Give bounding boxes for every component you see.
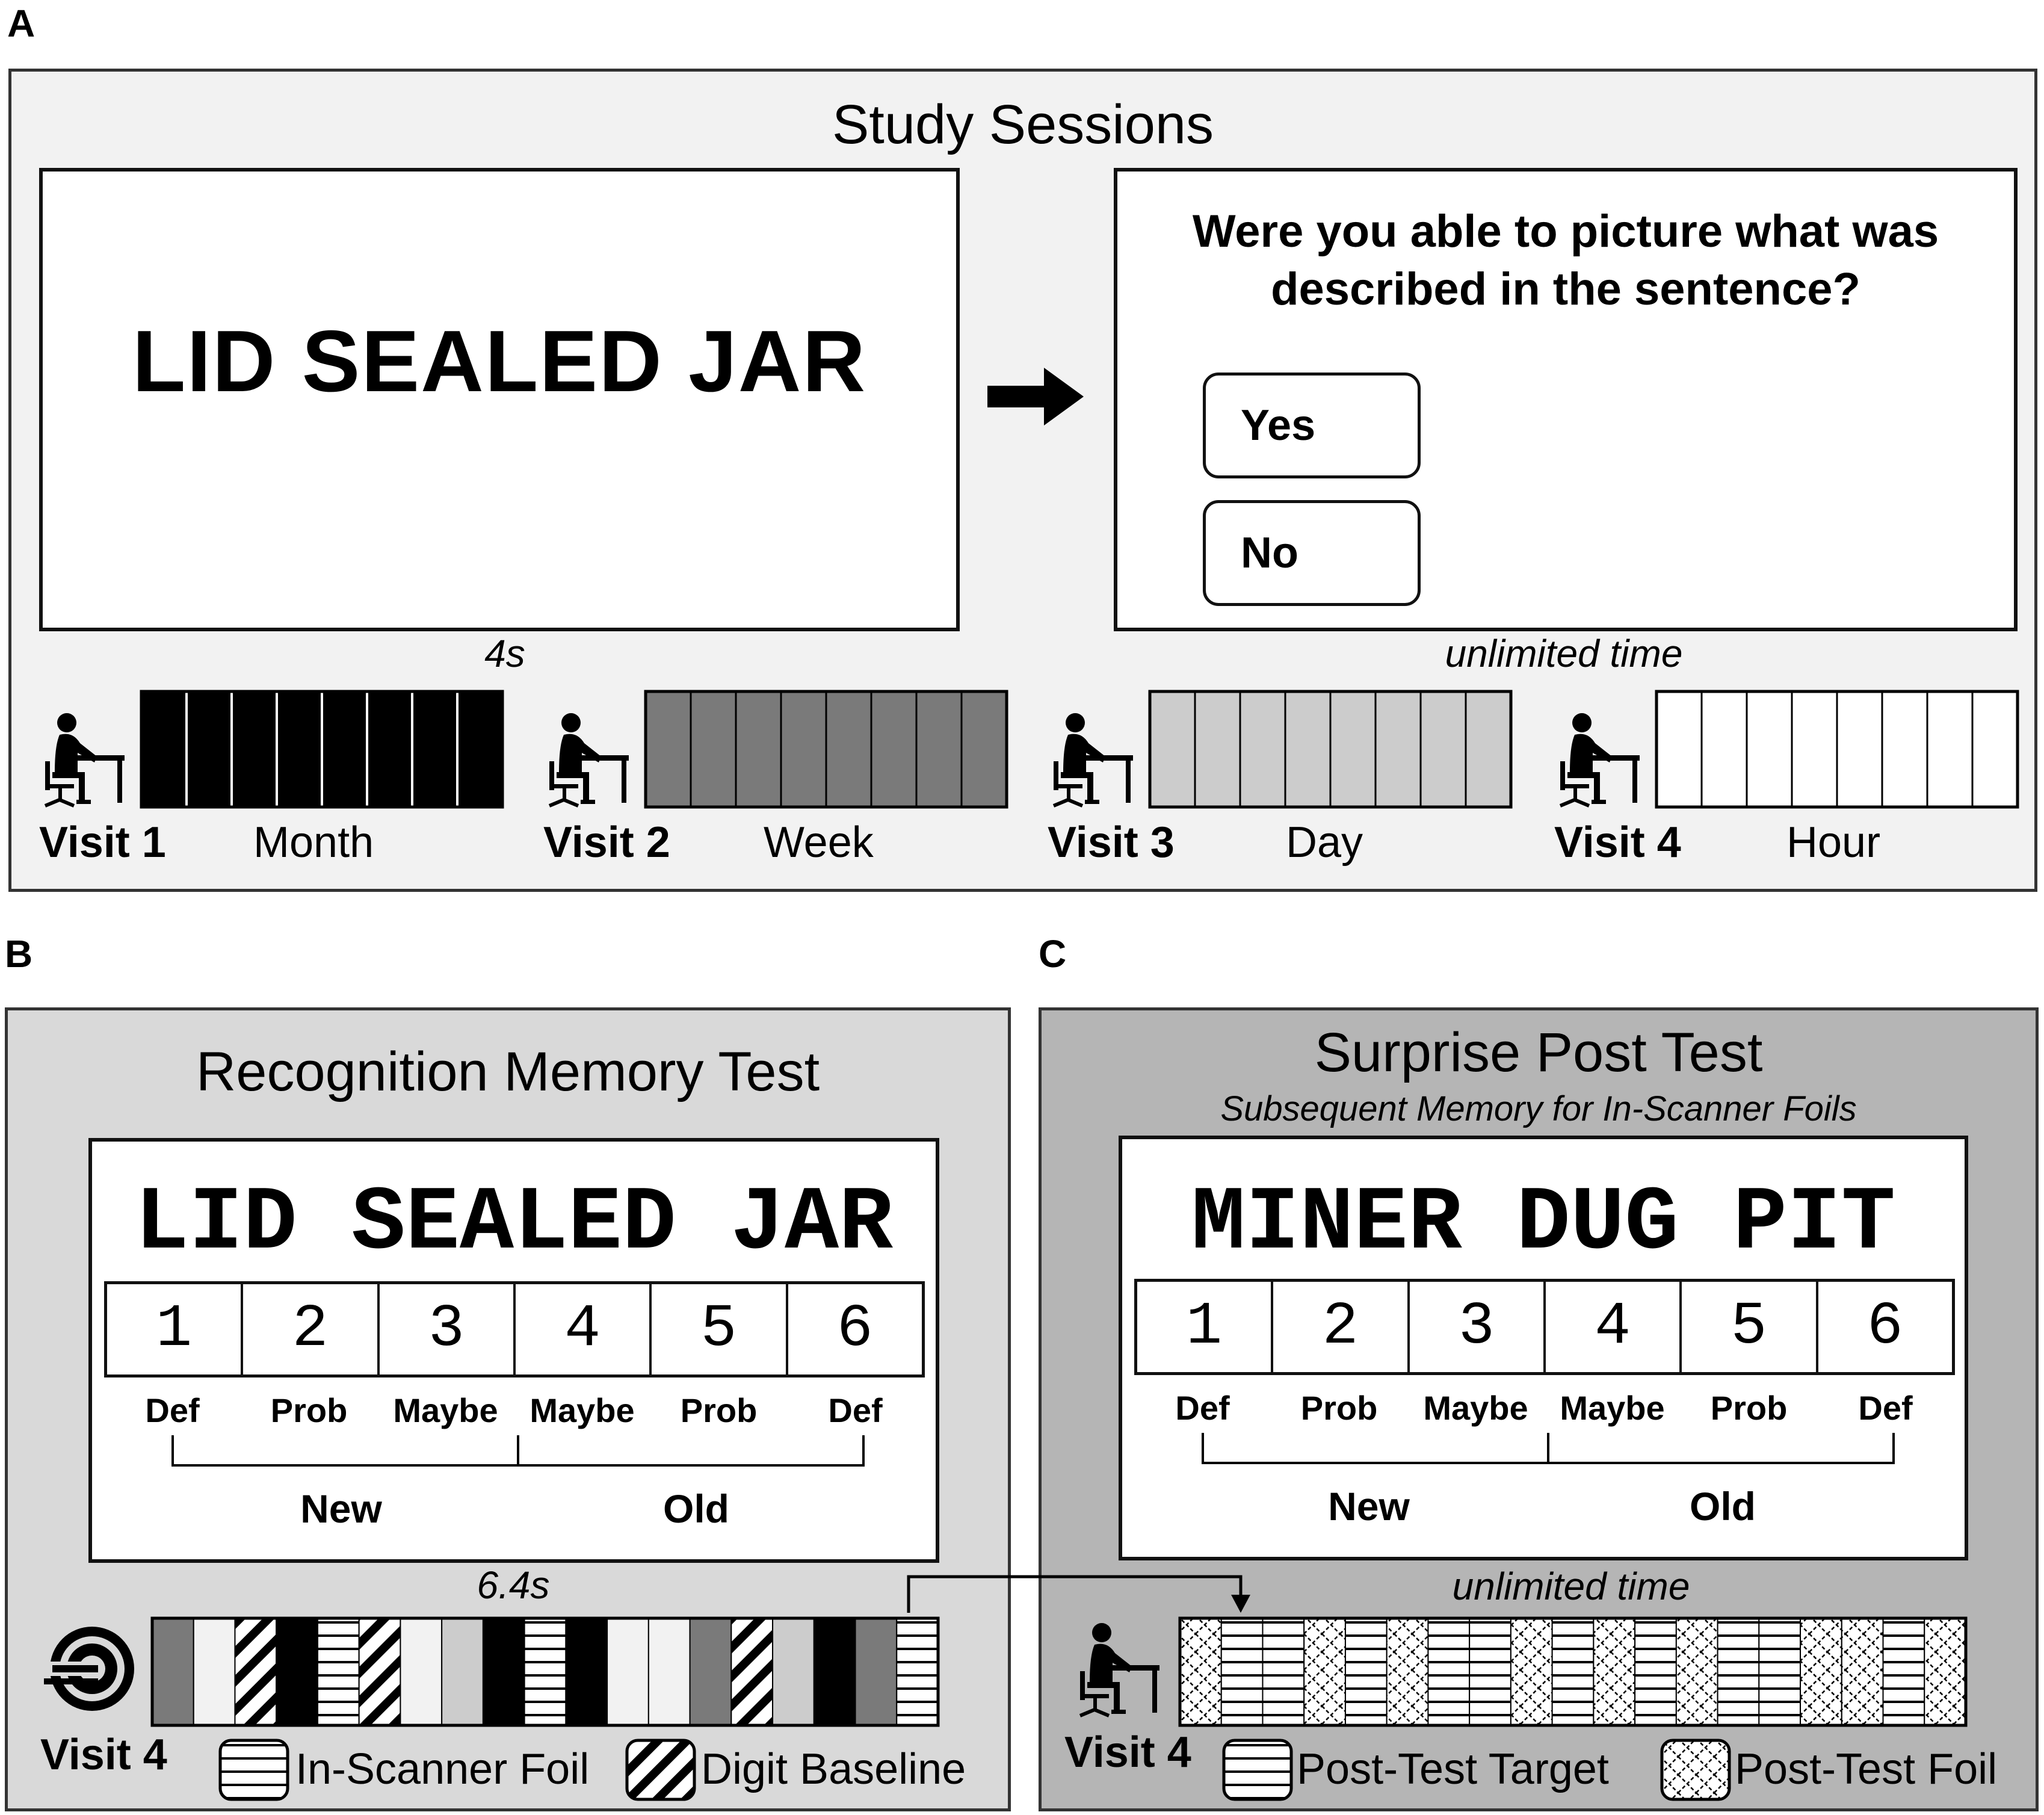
rating-2-label: Prob — [270, 1391, 348, 1429]
in-scanner-foil-legend: In-Scanner Foil — [295, 1745, 590, 1793]
trial-block-hlines — [1262, 1618, 1304, 1725]
trial-block-hlines — [1759, 1618, 1800, 1725]
trial-block-cross — [1924, 1618, 1966, 1725]
study-trial-block — [141, 691, 187, 807]
study-trial-block — [187, 691, 232, 807]
panel-a-letter: A — [7, 2, 36, 45]
trial-block-black — [276, 1618, 318, 1725]
visit-2-label: Visit 2 — [543, 818, 670, 867]
study-trial-block — [457, 691, 502, 807]
rating-3-button[interactable]: 3 — [1410, 1282, 1546, 1372]
new-old-bracket — [1122, 1428, 1965, 1470]
study-trial-block — [412, 691, 457, 807]
study-trial-block — [1792, 691, 1837, 807]
study-trial-block — [1376, 691, 1421, 807]
visit-2-group — [541, 685, 1016, 866]
study-trial-block — [962, 691, 1007, 807]
study-trial-block — [1150, 691, 1195, 807]
study-trial-block — [1972, 691, 2018, 807]
rating-2-label: Prob — [1300, 1389, 1378, 1427]
study-trial-block — [826, 691, 871, 807]
study-trial-block — [781, 691, 826, 807]
trial-block-hlines — [1469, 1618, 1511, 1725]
study-trial-block — [1285, 691, 1330, 807]
trial-block-cross — [1511, 1618, 1552, 1725]
rating-6-label: Def — [1858, 1389, 1913, 1427]
study-trial-block — [916, 691, 962, 807]
yes-button[interactable]: Yes — [1203, 373, 1421, 478]
post-test-foil-swatch — [1660, 1739, 1731, 1801]
recognition-trial-sequence — [150, 1616, 942, 1728]
recognition-time: 6.4s — [477, 1563, 550, 1607]
trial-block-light — [607, 1618, 649, 1725]
trial-block-black — [483, 1618, 525, 1725]
post-test-foil-legend: Post-Test Foil — [1735, 1745, 1998, 1793]
new-old-bracket — [92, 1430, 936, 1473]
visit-2-study-blocks — [643, 689, 1010, 809]
panel-a-title: Study Sessions — [832, 94, 1214, 155]
person-at-desk-icon — [37, 710, 127, 812]
trial-block-lightgray — [442, 1618, 483, 1725]
visit-4-group — [1552, 685, 2027, 866]
trial-block-diag — [359, 1618, 401, 1725]
trial-block-diag — [235, 1618, 276, 1725]
post-test-trial-sequence — [1178, 1616, 1969, 1728]
visit-4-label: Visit 4 — [1554, 818, 1681, 867]
rating-5-button[interactable]: 5 — [1682, 1282, 1818, 1372]
visit-3-group — [1045, 685, 1521, 866]
sentence-time: 4s — [484, 632, 525, 675]
study-trial-block — [871, 691, 916, 807]
study-trial-block — [1927, 691, 1972, 807]
study-trial-block — [1837, 691, 1882, 807]
person-at-desk-icon — [541, 710, 631, 812]
recognition-screen — [88, 1138, 939, 1563]
no-button[interactable]: No — [1203, 500, 1421, 606]
person-at-desk-icon — [1552, 710, 1642, 812]
rating-2-button[interactable]: 2 — [1273, 1282, 1409, 1372]
trial-block-mid — [690, 1618, 732, 1725]
recognition-rating-scale — [104, 1281, 925, 1377]
person-at-desk-icon — [1072, 1619, 1162, 1722]
study-trial-block — [691, 691, 736, 807]
study-trial-block — [277, 691, 322, 807]
trial-block-cross — [1593, 1618, 1635, 1725]
rating-6-button[interactable]: 6 — [1866, 1293, 1903, 1361]
panel-b-letter: B — [5, 932, 33, 976]
rating-4-label: Maybe — [530, 1391, 635, 1429]
trial-block-diag — [731, 1618, 773, 1725]
post-test-target-legend: Post-Test Target — [1297, 1745, 1609, 1793]
post-test-rating-scale — [1134, 1279, 1955, 1375]
rating-6-label: Def — [828, 1391, 883, 1429]
rating-4-button[interactable]: 4 — [516, 1284, 652, 1374]
visit-1-group — [37, 685, 512, 866]
rating-4-button[interactable]: 4 — [1546, 1282, 1682, 1372]
imagery-question: Were you able to picture what was described in the sentence? — [1192, 206, 1939, 315]
rating-5-button[interactable]: 5 — [652, 1284, 788, 1374]
rating-1-label: Def — [145, 1391, 200, 1429]
study-trial-block — [1882, 691, 1927, 807]
digit-baseline-swatch — [625, 1739, 696, 1801]
question-time: unlimited time — [1445, 632, 1683, 675]
panel-c-title: Surprise Post Test — [1314, 1022, 1763, 1083]
trial-block-hlines — [897, 1618, 938, 1725]
visit-1-label: Visit 1 — [39, 818, 166, 867]
rating-4-label: Maybe — [1560, 1389, 1665, 1427]
trial-block-hlines — [1552, 1618, 1594, 1725]
rating-3-label: Maybe — [393, 1391, 498, 1429]
panel-c-visit-label: Visit 4 — [1064, 1728, 1191, 1776]
study-trial-block — [1240, 691, 1285, 807]
trial-block-hlines — [318, 1618, 359, 1725]
panel-c-subtitle: Subsequent Memory for In-Scanner Foils — [1220, 1089, 1857, 1128]
rating-1-label: Def — [1175, 1389, 1230, 1427]
post-test-time: unlimited time — [1452, 1565, 1690, 1608]
trial-block-hlines — [1883, 1618, 1925, 1725]
rating-3-button[interactable]: 3 — [380, 1284, 516, 1374]
visit-2-interval: Week — [764, 818, 874, 867]
new-group-label: New — [1328, 1484, 1410, 1529]
mri-scanner-icon — [44, 1621, 140, 1717]
rating-2-button[interactable]: 2 — [243, 1284, 379, 1374]
study-trial-block — [322, 691, 367, 807]
new-group-label: New — [300, 1486, 382, 1531]
trial-block-cross — [1800, 1618, 1842, 1725]
panel-b — [5, 1007, 1011, 1811]
study-trial-block — [736, 691, 781, 807]
study-trial-block — [232, 691, 277, 807]
study-trial-block — [1330, 691, 1376, 807]
trial-block-lightgray — [773, 1618, 814, 1725]
trial-block-black — [566, 1618, 607, 1725]
trial-block-mid — [152, 1618, 194, 1725]
trial-block-hlines — [1221, 1618, 1263, 1725]
study-trial-block — [1702, 691, 1747, 807]
trial-block-cross — [1180, 1618, 1221, 1725]
trial-block-light — [400, 1618, 442, 1725]
trial-block-cross — [1304, 1618, 1345, 1725]
rating-6-button[interactable]: 6 — [836, 1295, 873, 1364]
trial-block-cross — [1676, 1618, 1718, 1725]
sentence-screen — [39, 168, 960, 631]
study-trial-block — [646, 691, 691, 807]
study-trial-block — [1747, 691, 1792, 807]
rating-5-label: Prob — [1710, 1389, 1788, 1427]
visit-4-interval: Hour — [1786, 818, 1881, 867]
trial-block-light — [649, 1618, 690, 1725]
rating-5-label: Prob — [680, 1391, 758, 1429]
visit-3-interval: Day — [1286, 818, 1363, 867]
trial-block-black — [814, 1618, 856, 1725]
study-trial-block — [1421, 691, 1466, 807]
old-group-label: Old — [663, 1486, 729, 1531]
in-scanner-foil-swatch — [218, 1739, 289, 1801]
recognition-sentence: LID SEALED JAR — [134, 1173, 894, 1275]
trial-block-hlines — [1345, 1618, 1387, 1725]
trial-block-hlines — [1428, 1618, 1469, 1725]
post-test-target-swatch — [1222, 1739, 1293, 1801]
visit-4-study-blocks — [1654, 689, 2021, 809]
panel-c — [1039, 1007, 2039, 1811]
study-trial-block — [1466, 691, 1511, 807]
post-test-sentence: MINER DUG PIT — [1191, 1173, 1896, 1275]
trial-block-hlines — [1718, 1618, 1759, 1725]
visit-3-label: Visit 3 — [1048, 818, 1175, 867]
panel-b-visit-label: Visit 4 — [40, 1731, 167, 1779]
trial-block-cross — [1387, 1618, 1428, 1725]
trial-block-hlines — [1635, 1618, 1676, 1725]
study-trial-block — [1195, 691, 1240, 807]
post-test-screen — [1119, 1136, 1968, 1560]
trial-block-cross — [1842, 1618, 1883, 1725]
panel-c-letter: C — [1039, 932, 1067, 976]
panel-b-title: Recognition Memory Test — [196, 1041, 820, 1102]
rating-1-button[interactable]: 1 — [107, 1284, 243, 1374]
digit-baseline-legend: Digit Baseline — [701, 1745, 966, 1793]
person-at-desk-icon — [1045, 710, 1135, 812]
rating-3-label: Maybe — [1423, 1389, 1528, 1427]
visit-1-study-blocks — [139, 689, 506, 809]
right-arrow-icon — [987, 366, 1086, 427]
rating-1-button[interactable]: 1 — [1137, 1282, 1273, 1372]
study-trial-block — [1657, 691, 1702, 807]
trial-block-light — [194, 1618, 235, 1725]
trial-block-hlines — [525, 1618, 566, 1725]
visit-3-study-blocks — [1147, 689, 1514, 809]
study-trial-block — [367, 691, 412, 807]
question-screen — [1114, 168, 2018, 631]
trial-block-mid — [856, 1618, 897, 1725]
study-sentence: LID SEALED JAR — [132, 312, 867, 410]
old-group-label: Old — [1690, 1484, 1756, 1529]
visit-1-interval: Month — [253, 818, 374, 867]
panel-a — [8, 69, 2037, 892]
